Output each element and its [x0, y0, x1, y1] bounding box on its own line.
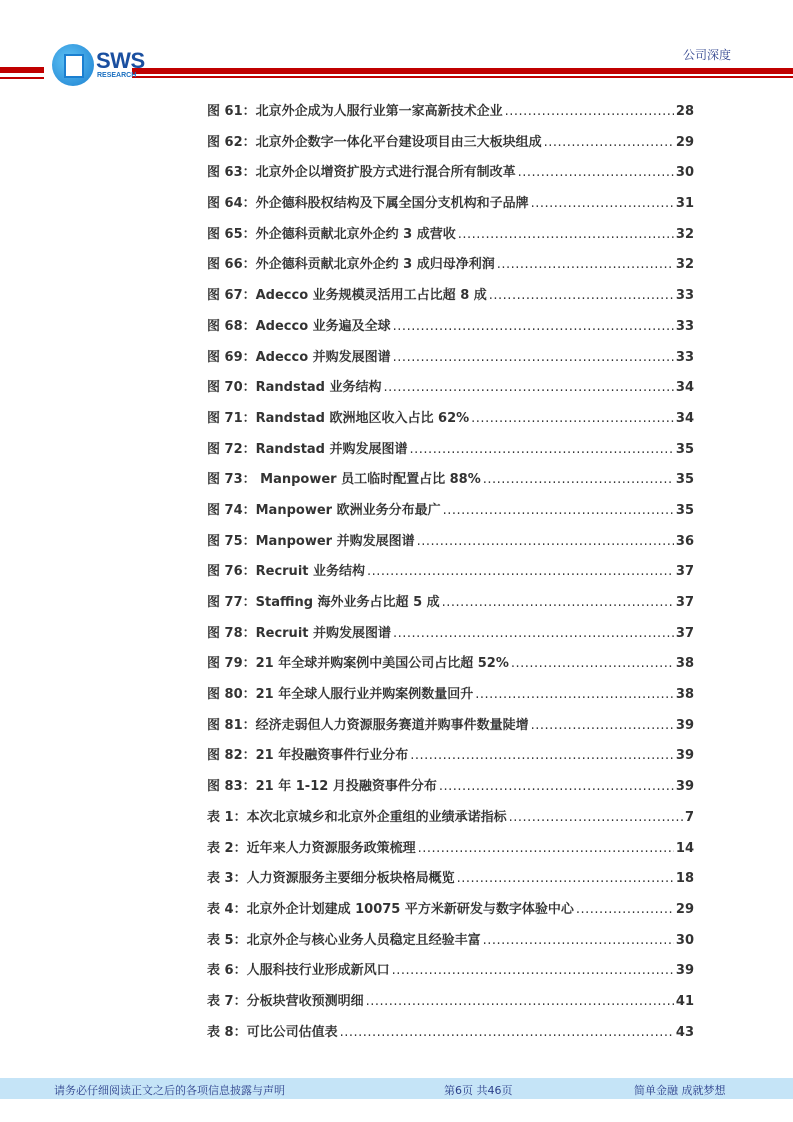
toc-entry[interactable]	[207, 744, 694, 775]
toc-entry[interactable]	[207, 806, 694, 837]
toc-leader-dots	[505, 104, 674, 119]
toc-entry-label: 图 73： Manpower 员工临时配置占比 88%	[207, 472, 481, 488]
toc-entry[interactable]	[207, 131, 694, 162]
toc-entry[interactable]	[207, 560, 694, 591]
toc-entry-page: 37	[675, 595, 694, 610]
toc-entry-page: 37	[675, 564, 694, 580]
toc-entry[interactable]	[207, 591, 694, 622]
toc-entry-page: 29	[675, 134, 694, 150]
toc-entry-label: 表 5：北京外企与核心业务人员稳定且经验丰富	[207, 932, 481, 948]
toc-entry[interactable]	[207, 929, 694, 960]
logo-mark-icon	[52, 44, 94, 86]
toc-leader-dots	[410, 748, 674, 763]
toc-entry[interactable]	[207, 499, 694, 530]
header-rule	[0, 67, 44, 73]
toc-entry-page: 29	[675, 901, 694, 917]
toc-entry-label: 表 6：人服科技行业形成新风口	[207, 963, 390, 979]
toc-entry-page: 34	[675, 410, 694, 426]
toc-entry-page: 38	[675, 687, 694, 703]
toc-entry-label: 图 67：Adecco 业务规模灵活用工占比超 8 成	[207, 288, 487, 304]
toc-entry-page: 33	[675, 349, 694, 365]
toc-entry-page: 35	[675, 472, 694, 488]
toc-entry-label: 图 79：21 年全球并购案例中美国公司占比超 52%	[207, 656, 509, 672]
toc-entry-page: 34	[675, 380, 694, 396]
footer-page-info: 第6页 共46页	[444, 1084, 513, 1097]
toc-entry-page: 41	[675, 993, 694, 1009]
toc-entry-page: 30	[675, 165, 694, 181]
toc-entry-label: 图 80：21 年全球人服行业并购案例数量回升	[207, 687, 474, 703]
toc-entry-label: 图 83：21 年 1-12 月投融资事件分布	[207, 779, 437, 795]
toc-entry-label: 图 61：北京外企成为人服行业第一家高新技术企业	[207, 104, 503, 119]
toc-entry-label: 表 8：可比公司估值表	[207, 1024, 338, 1040]
toc-entry[interactable]	[207, 837, 694, 868]
toc-entry-page: 37	[675, 625, 694, 641]
toc-entry-label: 图 82：21 年投融资事件行业分布	[207, 748, 409, 764]
toc-entry[interactable]	[207, 898, 694, 929]
footer	[0, 1078, 793, 1099]
toc-leader-dots	[366, 994, 674, 1009]
toc-entry-label: 图 69：Adecco 并购发展图谱	[207, 349, 391, 365]
toc-entry-page: 7	[684, 809, 694, 825]
table-of-contents	[207, 100, 694, 1051]
toc-leader-dots	[544, 135, 674, 150]
toc-entry[interactable]	[207, 376, 694, 407]
toc-leader-dots	[576, 902, 674, 917]
logo-text: SWS	[96, 48, 145, 73]
toc-entry[interactable]	[207, 714, 694, 745]
toc-entry-label: 图 65：外企德科贡献北京外企约 3 成营收	[207, 226, 456, 242]
toc-entry[interactable]	[207, 407, 694, 438]
toc-leader-dots	[340, 1025, 674, 1040]
toc-leader-dots	[531, 196, 674, 211]
report-type: 公司深度	[682, 48, 731, 62]
toc-entry-page: 33	[675, 318, 694, 334]
toc-entry-page: 33	[675, 288, 694, 304]
toc-entry-label: 表 1：本次北京城乡和北京外企重组的业绩承诺指标	[207, 809, 507, 825]
toc-entry[interactable]	[207, 223, 694, 254]
toc-entry-label: 图 70：Randstad 业务结构	[207, 380, 382, 396]
toc-entry-label: 表 3：人力资源服务主要细分板块格局概览	[207, 871, 455, 887]
toc-leader-dots	[393, 626, 674, 641]
header-rule	[132, 68, 793, 74]
toc-entry[interactable]	[207, 622, 694, 653]
toc-entry[interactable]	[207, 683, 694, 714]
toc-entry-label: 图 64：外企德科股权结构及下属全国分支机构和子品牌	[207, 196, 529, 212]
toc-entry-page: 35	[675, 441, 694, 457]
toc-entry-label: 图 72：Randstad 并购发展图谱	[207, 441, 408, 457]
toc-entry[interactable]	[207, 652, 694, 683]
toc-leader-dots	[439, 779, 674, 794]
toc-entry[interactable]	[207, 192, 694, 223]
toc-entry[interactable]	[207, 530, 694, 561]
toc-entry-page: 28	[675, 104, 694, 119]
toc-entry-page: 39	[675, 748, 694, 764]
toc-entry-page: 14	[675, 840, 694, 856]
toc-entry-label: 图 63：北京外企以增资扩股方式进行混合所有制改革	[207, 165, 516, 181]
toc-entry-page: 38	[675, 656, 694, 672]
toc-entry[interactable]	[207, 315, 694, 346]
toc-leader-dots	[531, 718, 674, 733]
toc-entry-label: 图 62：北京外企数字一体化平台建设项目由三大板块组成	[207, 134, 542, 150]
toc-entry-label: 图 66：外企德科贡献北京外企约 3 成归母净利润	[207, 257, 495, 273]
toc-entry-page: 43	[675, 1024, 694, 1040]
toc-entry[interactable]	[207, 867, 694, 898]
toc-leader-dots	[511, 656, 674, 671]
toc-leader-dots	[497, 257, 674, 272]
header-rule	[132, 76, 793, 78]
toc-leader-dots	[518, 165, 674, 180]
toc-leader-dots	[384, 380, 674, 395]
toc-entry-page: 39	[675, 963, 694, 979]
toc-entry-page: 18	[675, 871, 694, 887]
footer-disclaimer: 请务必仔细阅读正文之后的各项信息披露与声明	[54, 1084, 285, 1097]
toc-entry[interactable]	[207, 468, 694, 499]
toc-entry[interactable]	[207, 990, 694, 1021]
toc-leader-dots	[392, 963, 674, 978]
toc-entry[interactable]	[207, 161, 694, 192]
toc-entry-label: 图 68：Adecco 业务遍及全球	[207, 318, 391, 334]
toc-leader-dots	[442, 595, 674, 610]
toc-entry[interactable]	[207, 1021, 694, 1052]
header-rule	[0, 77, 44, 79]
toc-leader-dots	[457, 871, 674, 886]
toc-entry-label: 表 2：近年来人力资源服务政策梳理	[207, 840, 416, 856]
toc-leader-dots	[471, 411, 674, 426]
toc-entry-page: 30	[675, 932, 694, 948]
toc-leader-dots	[483, 933, 674, 948]
toc-leader-dots	[418, 841, 674, 856]
toc-entry-label: 图 75：Manpower 并购发展图谱	[207, 533, 415, 549]
toc-entry-page: 32	[675, 257, 694, 273]
toc-leader-dots	[410, 442, 674, 457]
toc-leader-dots	[509, 810, 683, 825]
footer-slogan: 简单金融 成就梦想	[634, 1084, 726, 1097]
toc-leader-dots	[458, 227, 674, 242]
toc-entry-label: 图 81：经济走弱但人力资源服务赛道并购事件数量陡增	[207, 717, 529, 733]
toc-entry-label: 表 7：分板块营收预测明细	[207, 993, 364, 1009]
toc-leader-dots	[443, 503, 674, 518]
toc-entry[interactable]	[207, 438, 694, 469]
toc-entry[interactable]	[207, 100, 694, 131]
toc-entry-label: 图 71：Randstad 欧洲地区收入占比 62%	[207, 410, 470, 426]
sws-logo	[52, 44, 182, 86]
toc-entry-page: 39	[675, 779, 694, 795]
toc-entry[interactable]	[207, 775, 694, 806]
logo-subtext: RESEARCH	[97, 72, 137, 79]
toc-entry-page: 31	[675, 196, 694, 212]
toc-entry-page: 32	[675, 226, 694, 242]
toc-entry-page: 36	[675, 533, 694, 549]
toc-entry[interactable]	[207, 284, 694, 315]
toc-leader-dots	[393, 350, 674, 365]
toc-leader-dots	[475, 687, 674, 702]
toc-entry-page: 35	[675, 502, 694, 518]
toc-entry-page: 39	[675, 717, 694, 733]
toc-entry-label: 图 78：Recruit 并购发展图谱	[207, 625, 392, 641]
toc-leader-dots	[393, 319, 674, 334]
toc-entry[interactable]	[207, 346, 694, 377]
toc-leader-dots	[489, 288, 674, 303]
toc-entry-label: 图 74：Manpower 欧洲业务分布最广	[207, 502, 441, 518]
toc-entry[interactable]	[207, 959, 694, 990]
toc-entry-label: 图 76：Recruit 业务结构	[207, 564, 366, 580]
toc-entry-label: 表 4：北京外企计划建成 10075 平方米新研发与数字体验中心	[207, 901, 574, 917]
toc-leader-dots	[483, 472, 674, 487]
toc-entry-label: 图 77：Staffing 海外业务占比超 5 成	[207, 595, 440, 610]
toc-leader-dots	[417, 534, 674, 549]
toc-entry[interactable]	[207, 253, 694, 284]
toc-leader-dots	[367, 564, 674, 579]
